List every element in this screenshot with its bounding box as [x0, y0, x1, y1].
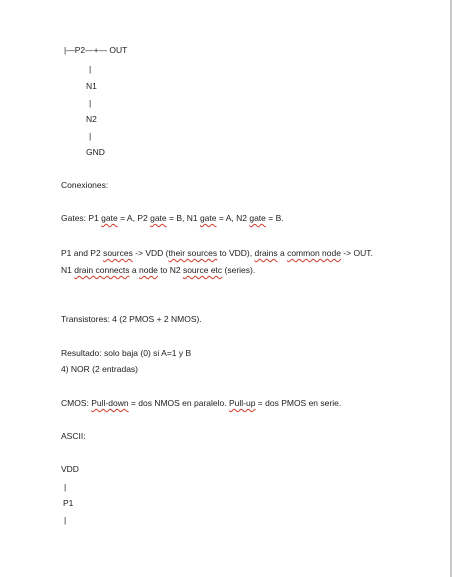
ascii-n2: N2: [86, 114, 97, 124]
spellcheck-word: Pull-down: [91, 398, 129, 408]
spellcheck-word: their sources: [168, 248, 218, 258]
spellcheck-word: gate: [199, 213, 217, 223]
answer-line: 4) NOR (2 entradas): [61, 364, 138, 374]
spellcheck-word: Pull-up: [228, 398, 256, 408]
spellcheck-word: sources: [103, 248, 133, 258]
spellcheck-word: gate: [101, 213, 118, 223]
spellcheck-word: node: [138, 265, 158, 275]
ascii-pipe: |: [64, 515, 67, 525]
spellcheck-word: common node: [287, 248, 341, 258]
transistores-line: Transistores: 4 (2 PMOS + 2 NMOS).: [61, 314, 202, 324]
resultado-line: Resultado: solo baja (0) si A=1 y B: [61, 348, 192, 358]
cmos-line: CMOS: Pull-down = dos NMOS en paralelo. Pull-up = dos PMOS en serie.: [61, 398, 342, 408]
ascii-pipe: |: [89, 64, 92, 74]
ascii-pipe: |: [89, 131, 92, 141]
gates-line: Gates: P1 gate = A, P2 gate = B, N1 gate = A, N2 gate = B.: [61, 213, 284, 223]
spellcheck-word: gate: [150, 213, 167, 223]
conexiones-heading: Conexiones:: [61, 180, 109, 190]
ascii-row-p2-out: |—P2—+— OUT: [64, 45, 128, 55]
spellcheck-word: gate: [249, 213, 266, 223]
ascii-pipe: |: [89, 98, 92, 108]
pmos-connection-line: P1 and P2 sources -> VDD (their sources to VDD), drains a common node -> OUT.: [61, 248, 373, 258]
spellcheck-word: drains: [254, 248, 278, 258]
ascii-pipe: |: [64, 482, 67, 492]
ascii-gnd: GND: [86, 147, 105, 157]
ascii-heading: ASCII:: [61, 431, 86, 441]
ascii-n1: N1: [86, 81, 97, 91]
ascii-vdd: VDD: [61, 464, 79, 474]
ascii-p1: P1: [63, 498, 74, 508]
nmos-connection-line: N1 drain connects a node to N2 source etc (series).: [61, 265, 256, 275]
spellcheck-word: source etc: [182, 265, 223, 275]
spellcheck-word: drain connects: [74, 265, 130, 275]
